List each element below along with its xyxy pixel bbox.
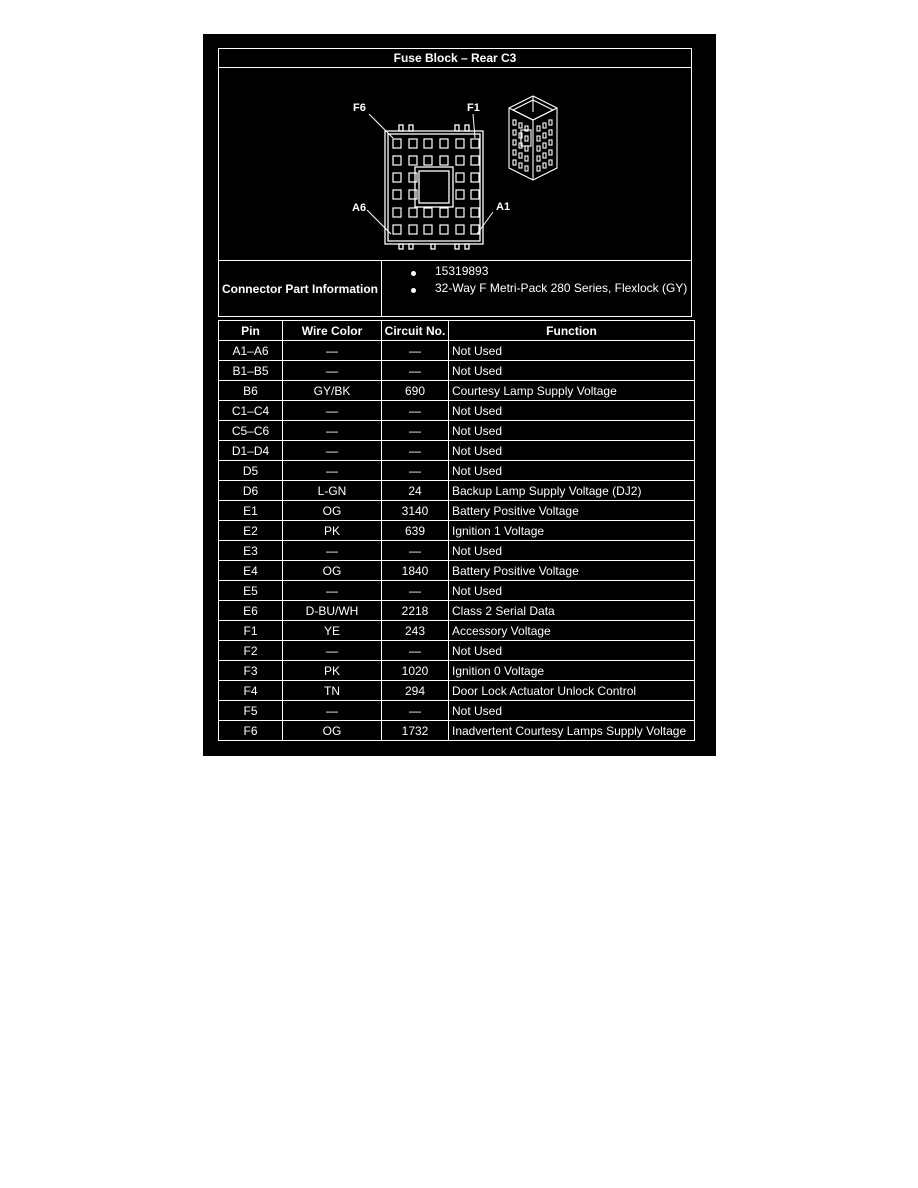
- pin-cavity: [456, 139, 464, 148]
- pin-cavity: [393, 208, 401, 217]
- cell-wire-color: —: [283, 701, 382, 721]
- cell-pin: B6: [219, 381, 283, 401]
- table-row: [219, 501, 695, 521]
- cell-pin: D6: [219, 481, 283, 501]
- header-circuit-no: Circuit No.: [382, 321, 449, 341]
- cell-function: Battery Positive Voltage: [449, 501, 695, 521]
- connector-info-body: [381, 261, 692, 317]
- cell-circuit-no: 3140: [382, 501, 449, 521]
- cell-circuit-no: —: [382, 461, 449, 481]
- table-row: [219, 441, 695, 461]
- cell-pin: A1–A6: [219, 341, 283, 361]
- cell-pin: F6: [219, 721, 283, 741]
- cell-wire-color: —: [283, 401, 382, 421]
- cell-circuit-no: —: [382, 441, 449, 461]
- table-header-row: [219, 321, 695, 341]
- connector-diagram: [218, 68, 692, 261]
- cell-function: Ignition 0 Voltage: [449, 661, 695, 681]
- cell-function: Accessory Voltage: [449, 621, 695, 641]
- cell-pin: B1–B5: [219, 361, 283, 381]
- table-row: [219, 661, 695, 681]
- cell-wire-color: PK: [283, 661, 382, 681]
- table-row: [219, 341, 695, 361]
- cell-wire-color: —: [283, 361, 382, 381]
- cell-wire-color: —: [283, 581, 382, 601]
- label-a6: A6: [352, 202, 367, 214]
- pin-cavity: [409, 190, 417, 199]
- connector-description: 32-Way F Metri-Pack 280 Series, Flexlock (GY): [435, 281, 688, 295]
- cell-wire-color: —: [283, 461, 382, 481]
- table-row: [219, 561, 695, 581]
- cell-circuit-no: —: [382, 701, 449, 721]
- pin-cavity: [393, 173, 401, 182]
- cell-wire-color: D-BU/WH: [283, 601, 382, 621]
- cell-function: Backup Lamp Supply Voltage (DJ2): [449, 481, 695, 501]
- cell-function: Not Used: [449, 461, 695, 481]
- cell-pin: E2: [219, 521, 283, 541]
- cell-pin: E5: [219, 581, 283, 601]
- cell-function: Not Used: [449, 701, 695, 721]
- pin-table: [218, 320, 695, 741]
- cell-pin: E6: [219, 601, 283, 621]
- cell-wire-color: —: [283, 341, 382, 361]
- label-f6: F6: [353, 102, 366, 114]
- cell-function: Not Used: [449, 341, 695, 361]
- pin-cavity: [424, 225, 432, 234]
- pin-cavity: [456, 173, 464, 182]
- cell-circuit-no: —: [382, 641, 449, 661]
- table-row: [219, 641, 695, 661]
- cell-pin: E1: [219, 501, 283, 521]
- cell-pin: E4: [219, 561, 283, 581]
- cell-function: Battery Positive Voltage: [449, 561, 695, 581]
- table-row: [219, 401, 695, 421]
- cell-function: Door Lock Actuator Unlock Control: [449, 681, 695, 701]
- cell-pin: D5: [219, 461, 283, 481]
- cell-wire-color: —: [283, 441, 382, 461]
- pin-cavity: [471, 173, 479, 182]
- cell-pin: E3: [219, 541, 283, 561]
- table-row: [219, 701, 695, 721]
- cell-wire-color: OG: [283, 501, 382, 521]
- pin-cavity: [393, 225, 401, 234]
- pin-cavity: [456, 208, 464, 217]
- cell-pin: F4: [219, 681, 283, 701]
- pin-cavity: [471, 156, 479, 165]
- pin-grid: [393, 139, 479, 234]
- cell-function: Not Used: [449, 421, 695, 441]
- center-block: [415, 167, 453, 207]
- cell-circuit-no: 2218: [382, 601, 449, 621]
- connector-info-label: Connector Part Information: [218, 261, 382, 317]
- cell-circuit-no: 1732: [382, 721, 449, 741]
- cell-wire-color: L-GN: [283, 481, 382, 501]
- pin-cavity: [409, 139, 417, 148]
- cell-function: Class 2 Serial Data: [449, 601, 695, 621]
- cell-circuit-no: —: [382, 401, 449, 421]
- table-row: [219, 381, 695, 401]
- pin-cavity: [409, 208, 417, 217]
- pin-cavity: [456, 225, 464, 234]
- table-row: [219, 541, 695, 561]
- cell-function: Courtesy Lamp Supply Voltage: [449, 381, 695, 401]
- table-row: [219, 581, 695, 601]
- cell-circuit-no: 690: [382, 381, 449, 401]
- cell-circuit-no: —: [382, 421, 449, 441]
- label-f1: F1: [467, 102, 480, 114]
- cell-function: Inadvertent Courtesy Lamps Supply Voltage: [449, 721, 695, 741]
- cell-wire-color: —: [283, 541, 382, 561]
- pin-cavity: [409, 156, 417, 165]
- cell-wire-color: —: [283, 421, 382, 441]
- cell-pin: F5: [219, 701, 283, 721]
- connector-part-number: 15319893: [435, 264, 489, 278]
- cell-function: Not Used: [449, 641, 695, 661]
- table-row: [219, 481, 695, 501]
- pin-cavity: [409, 173, 417, 182]
- cell-pin: F2: [219, 641, 283, 661]
- cell-function: Not Used: [449, 441, 695, 461]
- cell-circuit-no: 639: [382, 521, 449, 541]
- table-title: Fuse Block – Rear C3: [218, 48, 692, 68]
- header-function: Function: [449, 321, 695, 341]
- table-row: [219, 621, 695, 641]
- cell-circuit-no: 1020: [382, 661, 449, 681]
- cell-function: Not Used: [449, 541, 695, 561]
- cell-circuit-no: 294: [382, 681, 449, 701]
- pin-cavity: [424, 156, 432, 165]
- pin-cavity: [471, 190, 479, 199]
- cell-pin: D1–D4: [219, 441, 283, 461]
- table-row: [219, 681, 695, 701]
- pin-cavity: [440, 208, 448, 217]
- cell-wire-color: PK: [283, 521, 382, 541]
- table-row: [219, 521, 695, 541]
- cell-pin: F3: [219, 661, 283, 681]
- cell-wire-color: —: [283, 641, 382, 661]
- cell-pin: C1–C4: [219, 401, 283, 421]
- cell-pin: C5–C6: [219, 421, 283, 441]
- pin-cavity: [424, 208, 432, 217]
- pin-cavity: [440, 156, 448, 165]
- table-row: [219, 421, 695, 441]
- cell-function: Not Used: [449, 401, 695, 421]
- cell-function: Not Used: [449, 361, 695, 381]
- pin-cavity: [393, 139, 401, 148]
- table-row: [219, 601, 695, 621]
- cell-circuit-no: —: [382, 361, 449, 381]
- cell-circuit-no: —: [382, 341, 449, 361]
- pin-cavity: [424, 139, 432, 148]
- pin-cavity: [456, 156, 464, 165]
- cell-wire-color: YE: [283, 621, 382, 641]
- cell-pin: F1: [219, 621, 283, 641]
- cell-wire-color: GY/BK: [283, 381, 382, 401]
- cell-function: Not Used: [449, 581, 695, 601]
- pin-cavity: [393, 156, 401, 165]
- table-row: [219, 361, 695, 381]
- pin-cavity: [471, 139, 479, 148]
- cell-circuit-no: —: [382, 541, 449, 561]
- bullet-icon: [411, 271, 416, 276]
- cell-circuit-no: —: [382, 581, 449, 601]
- connector-isometric-view: [509, 96, 557, 180]
- pin-cavity: [409, 225, 417, 234]
- cell-circuit-no: 243: [382, 621, 449, 641]
- bullet-icon: [411, 288, 416, 293]
- cell-wire-color: OG: [283, 721, 382, 741]
- pin-cavity: [440, 225, 448, 234]
- cell-circuit-no: 24: [382, 481, 449, 501]
- cell-wire-color: OG: [283, 561, 382, 581]
- table-row: [219, 461, 695, 481]
- table-row: [219, 721, 695, 741]
- cell-circuit-no: 1840: [382, 561, 449, 581]
- connector-drawing: [219, 68, 693, 261]
- pin-cavity: [393, 190, 401, 199]
- label-a1: A1: [496, 201, 511, 213]
- cell-wire-color: TN: [283, 681, 382, 701]
- header-pin: Pin: [219, 321, 283, 341]
- pin-cavity: [456, 190, 464, 199]
- pin-cavity: [471, 208, 479, 217]
- header-wire-color: Wire Color: [283, 321, 382, 341]
- cell-function: Ignition 1 Voltage: [449, 521, 695, 541]
- pin-cavity: [440, 139, 448, 148]
